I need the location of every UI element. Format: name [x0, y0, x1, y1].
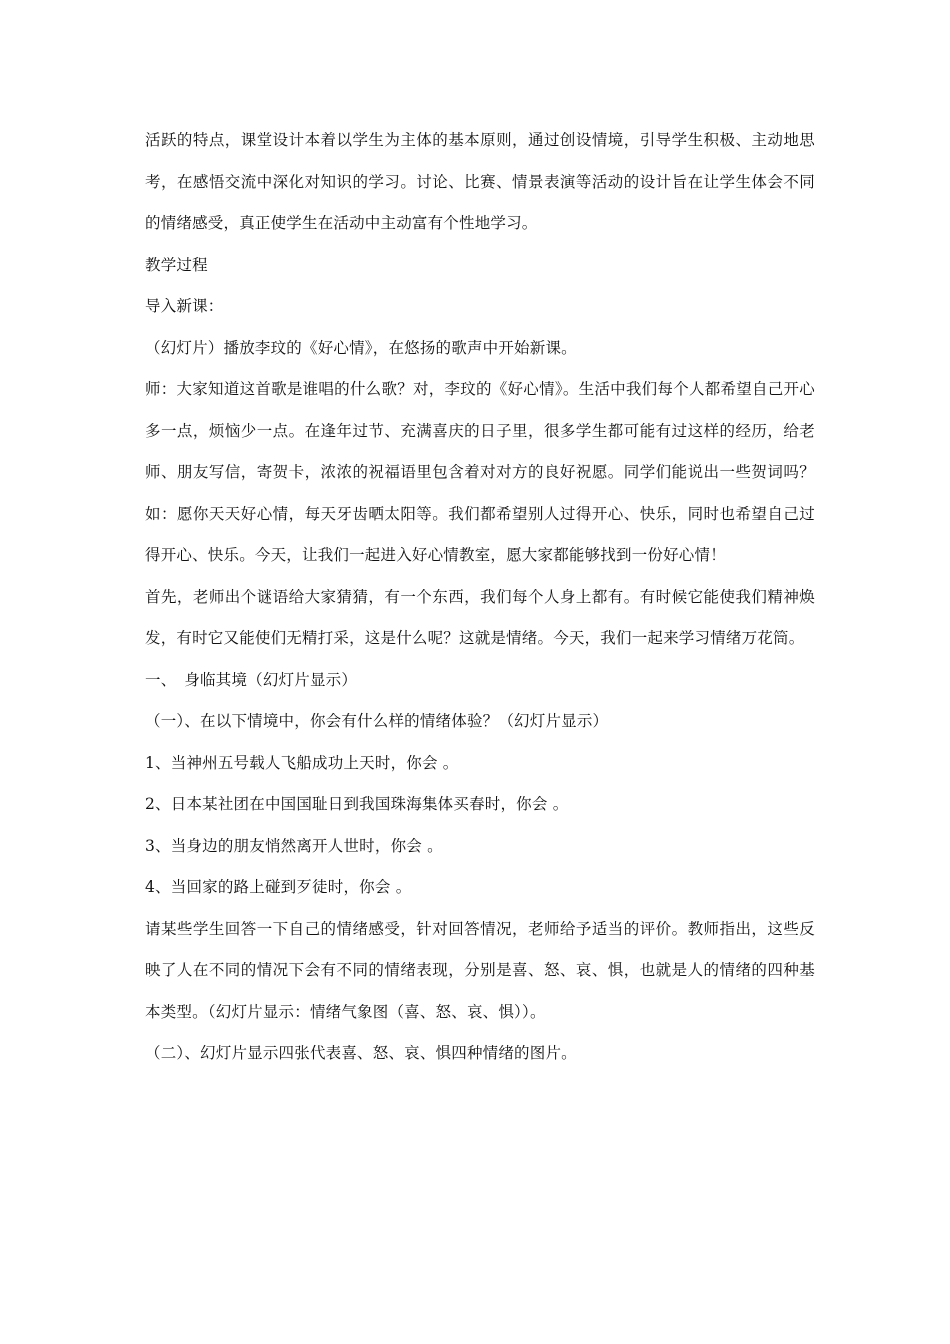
subsection-heading-situations: （一）、在以下情境中，你会有什么样的情绪体验？（幻灯片显示）	[145, 712, 609, 730]
paragraph-slide-song: （幻灯片）播放李玟的《好心情》，在悠扬的歌声中开始新课。	[145, 338, 577, 357]
paragraph-emotion-types: 请某些学生回答一下自己的情绪感受，针对回答情况，老师给予适当的评价。教师指出，这些反映了人在不同的情况下会有不同的情绪表现，分别是喜、怒、哀、惧，也就是人的情绪的四种基本类型。（幻灯片显示：情绪气象图（喜、怒、哀、惧））。	[145, 919, 815, 1021]
list-item-situation-4: 4、当回家的路上碰到歹徒时，你会 。	[145, 878, 412, 896]
heading-teaching-process: 教学过程	[145, 255, 208, 274]
paragraph-riddle: 首先，老师出个谜语给大家猜猜，有一个东西，我们每个人身上都有。有时候它能使我们精神焕发，有时它又能使们无精打采，这是什么呢？这就是情绪。今天，我们一起来学习情绪万花筒。	[145, 587, 815, 647]
paragraph-intro-continuation: 活跃的特点，课堂设计本着以学生为主体的基本原则，通过创设情境，引导学生积极、主动地思考，在感悟交流中深化对知识的学习。讨论、比赛、情景表演等活动的设计旨在让学生体会不同的情绪感受，真正使学生在活动中主动富有个性地学习。	[145, 131, 815, 232]
section-heading-immersion: 一、 身临其境（幻灯片显示）	[145, 670, 358, 689]
list-item-situation-3: 3、当身边的朋友悄然离开人世时，你会 。	[145, 836, 443, 855]
heading-lesson-introduction: 导入新课：	[145, 297, 224, 315]
list-item-situation-2: 2、日本某社团在中国国耻日到我国珠海集体买春时，你会 。	[145, 795, 569, 813]
list-item-situation-1: 1、当神州五号载人飞船成功上天时，你会 。	[145, 753, 459, 772]
subsection-heading-pictures: （二）、幻灯片显示四张代表喜、怒、哀、惧四种情绪的图片。	[145, 1044, 577, 1062]
paragraph-teacher-talk: 师：大家知道这首歌是谁唱的什么歌？对，李玟的《好心情》。生活中我们每个人都希望自己开心多一点，烦恼少一点。在逢年过节、充满喜庆的日子里，很多学生都可能有过这样的经历，给老师、朋友写信，寄贺卡，浓浓的祝福语里包含着对对方的良好祝愿。同学们能说出一些贺词吗？如：愿你天天好心情，每天牙齿晒太阳等。我们都希望别人过得开心、快乐，同时也希望自己过得开心、快乐。今天，让我们一起进入好心情教室，愿大家都能够找到一份好心情！	[145, 380, 815, 564]
document-body	[145, 120, 815, 1075]
